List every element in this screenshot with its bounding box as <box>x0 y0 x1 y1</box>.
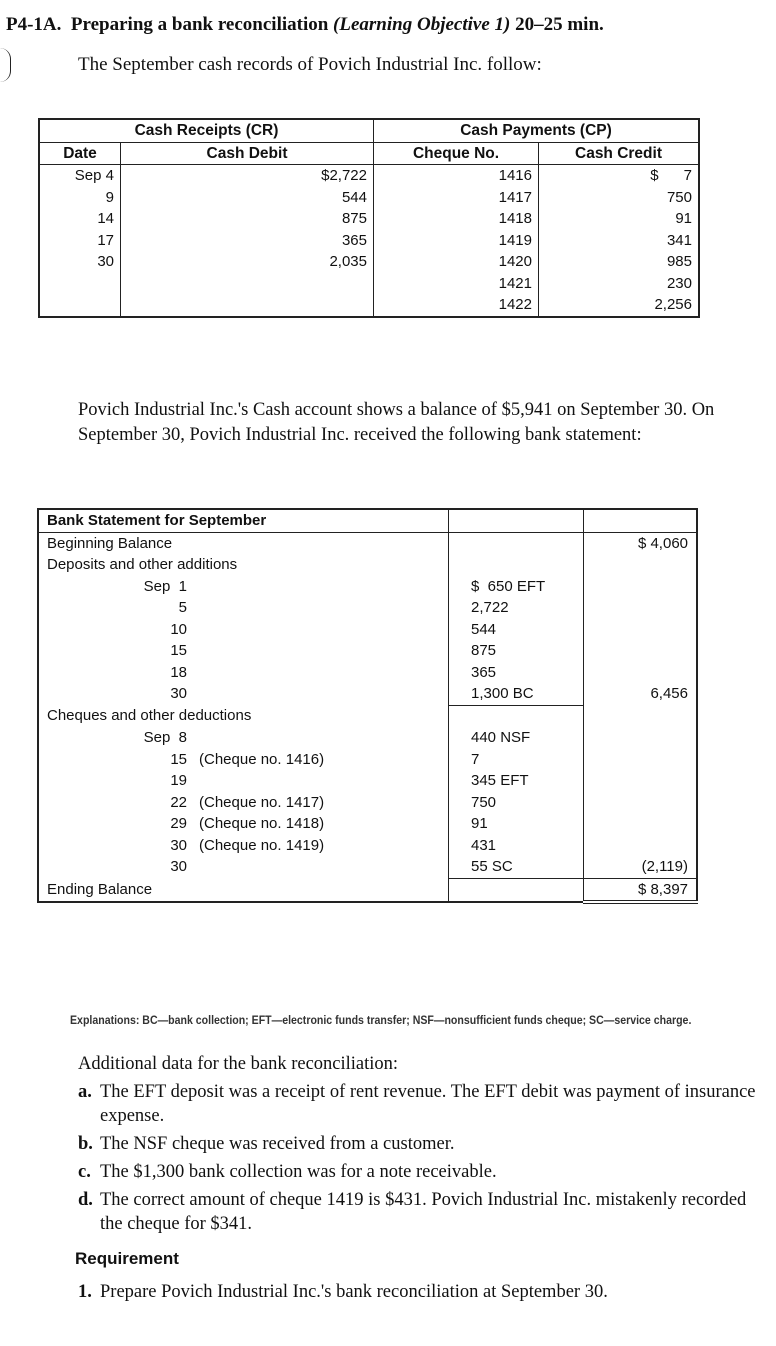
day-cell: 5 <box>178 599 187 616</box>
balance-paragraph: Povich Industrial Inc.'s Cash account shows a balance of $5,941 on September 30. On September 30, Povich Industrial Inc. received the following bank statement: <box>78 400 715 445</box>
cash-debit-header: Cash Debit <box>121 142 374 165</box>
statement-row <box>38 532 697 554</box>
cash-records-table <box>38 118 700 318</box>
date-cell: 17 <box>97 231 114 249</box>
deposit-row <box>47 642 187 659</box>
cheque-no-cell: 1422 <box>374 294 539 317</box>
deduction-row <box>47 772 187 789</box>
day-cell: 30 <box>170 858 187 876</box>
intro-text: The September cash records of Povich Industrial Inc. follow: <box>78 54 542 75</box>
statement-row <box>38 619 697 641</box>
learning-objective: (Learning Objective 1) <box>333 14 511 35</box>
table-row <box>39 208 699 230</box>
label-cell <box>38 532 449 554</box>
cheque-no-cell: 1417 <box>374 187 539 209</box>
label-cell <box>38 770 449 792</box>
day-cell: Sep 8 <box>143 729 187 746</box>
cash-credit-cell: 230 <box>539 273 700 295</box>
cash-credit-cell: 985 <box>539 251 700 273</box>
label-cell <box>38 509 449 532</box>
day-cell: 30 <box>170 685 187 703</box>
time-estimate: 20–25 min. <box>515 14 604 35</box>
total-cell <box>584 619 698 641</box>
statement-title: Bank Statement for September <box>47 512 267 529</box>
cheque-no-cell: 1421 <box>374 273 539 295</box>
label-cell <box>38 705 449 727</box>
date-cell: 30 <box>97 253 114 270</box>
cheque-no-cell: 1416 <box>374 165 539 187</box>
day-cell: 29 <box>170 815 187 832</box>
label-cell <box>38 662 449 684</box>
statement-row <box>38 554 697 576</box>
deduction-row <box>47 794 324 811</box>
amount-cell: 365 <box>449 662 584 684</box>
statement-row <box>38 597 697 619</box>
deduction-row <box>47 837 324 854</box>
statement-row <box>38 576 697 598</box>
amount-cell: 440 NSF <box>449 727 584 749</box>
requirement-item <box>78 1280 768 1304</box>
amount-cell: 91 <box>449 813 584 835</box>
item-text: The EFT deposit was a receipt of rent revenue. The EFT debit was payment of insurance expense. <box>100 1082 756 1126</box>
statement-row <box>38 727 697 749</box>
statement-row <box>38 683 697 705</box>
requirement-label: 1. <box>78 1282 92 1302</box>
additional-item <box>78 1080 768 1128</box>
cash-credit-cell: 750 <box>539 187 700 209</box>
item-text: The $1,300 bank collection was for a note receivable. <box>100 1162 497 1182</box>
deduction-row <box>47 858 187 875</box>
amount-cell <box>449 705 584 727</box>
additional-heading: Additional data for the bank reconciliation: <box>78 1054 399 1074</box>
ending-balance-label: Ending Balance <box>47 880 153 898</box>
day-cell: 15 <box>170 750 187 768</box>
total-cell <box>584 597 698 619</box>
total-cell: 6,456 <box>584 683 698 705</box>
cheque-no-cell: 1419 <box>374 230 539 252</box>
cash-credit-cell: 2,256 <box>539 294 700 317</box>
description-cell: (Cheque no. 1419) <box>199 836 325 854</box>
amount-cell <box>449 878 584 902</box>
label-cell <box>38 683 449 705</box>
item-label: c. <box>78 1162 91 1182</box>
cash-debit-cell: 544 <box>121 187 374 209</box>
amount-cell <box>449 532 584 554</box>
total-cell: $ 8,397 <box>584 878 698 902</box>
statement-row <box>38 878 697 902</box>
total-cell <box>584 509 698 532</box>
day-cell: 18 <box>170 663 187 681</box>
problem-heading: Preparing a bank reconciliation <box>70 14 329 35</box>
day-cell: 19 <box>170 772 187 789</box>
label-cell <box>38 597 449 619</box>
cash-debit-cell: 875 <box>121 208 374 230</box>
amount-cell: 1,300 BC <box>449 683 584 705</box>
problem-code: P4-1A. <box>6 14 62 35</box>
statement-row <box>38 856 697 878</box>
beginning-balance-label: Beginning Balance <box>47 534 173 552</box>
deposit-row <box>47 685 187 702</box>
amount-cell <box>449 509 584 532</box>
amount-cell: 55 SC <box>449 856 584 878</box>
statement-row <box>38 509 697 532</box>
amount-cell: 750 <box>449 792 584 814</box>
total-cell <box>584 554 698 576</box>
total-cell <box>584 640 698 662</box>
label-cell <box>38 554 449 576</box>
margin-bracket <box>0 48 11 82</box>
date-cell: Sep 4 <box>74 167 114 184</box>
date-cell <box>39 294 121 317</box>
day-cell: 30 <box>170 836 187 854</box>
cash-credit-cell: 341 <box>539 230 700 252</box>
additional-item <box>78 1188 768 1236</box>
statement-row <box>38 835 697 857</box>
additional-item <box>78 1160 768 1184</box>
cash-debit-cell: 2,035 <box>121 251 374 273</box>
cash-debit-cell <box>121 273 374 295</box>
cheque-no-cell: 1418 <box>374 208 539 230</box>
statement-row <box>38 792 697 814</box>
description-cell: (Cheque no. 1417) <box>199 793 325 811</box>
total-cell <box>584 705 698 727</box>
bottom-section <box>75 1052 768 1304</box>
requirement-text: Prepare Povich Industrial Inc.'s bank reconciliation at September 30. <box>100 1282 608 1302</box>
day-cell: 15 <box>170 642 187 659</box>
label-cell <box>38 749 449 771</box>
date-cell: 14 <box>97 210 114 227</box>
table-row <box>39 230 699 252</box>
amount-cell: 345 EFT <box>449 770 584 792</box>
receipts-group-header: Cash Receipts (CR) <box>134 122 279 139</box>
additional-item <box>78 1132 768 1156</box>
statement-row <box>38 770 697 792</box>
day-cell: Sep 1 <box>143 577 187 595</box>
label-cell <box>38 640 449 662</box>
cash-credit-cell: 91 <box>539 208 700 230</box>
deposit-row <box>47 599 187 616</box>
amount-cell: 7 <box>449 749 584 771</box>
statement-row <box>38 813 697 835</box>
label-cell <box>38 813 449 835</box>
total-cell: $ 4,060 <box>584 532 698 554</box>
statement-row <box>38 749 697 771</box>
item-label: b. <box>78 1134 93 1154</box>
deposits-label: Deposits and other additions <box>47 556 238 573</box>
amount-cell: 431 <box>449 835 584 857</box>
amount-cell <box>449 554 584 576</box>
description-cell: (Cheque no. 1418) <box>199 815 325 832</box>
label-cell <box>38 856 449 878</box>
total-cell <box>584 792 698 814</box>
label-cell <box>38 878 449 902</box>
deductions-label: Cheques and other deductions <box>47 707 252 725</box>
deposit-row <box>47 621 187 638</box>
total-cell <box>584 576 698 598</box>
table-row <box>39 251 699 273</box>
explanations-note: Explanations: BC—bank collection; EFT—electronic funds transfer; NSF—nonsufficient funds cheque; SC—service charge. <box>70 1015 692 1027</box>
amount-cell: 544 <box>449 619 584 641</box>
label-cell <box>38 792 449 814</box>
deduction-row <box>47 815 324 832</box>
cash-debit-cell: 365 <box>121 230 374 252</box>
item-label: d. <box>78 1190 93 1210</box>
total-cell <box>584 770 698 792</box>
table-row <box>39 187 699 209</box>
problem-title <box>6 14 604 36</box>
item-text: The NSF cheque was received from a customer. <box>100 1134 455 1154</box>
bank-statement-table <box>37 508 698 904</box>
total-cell <box>584 835 698 857</box>
item-text: The correct amount of cheque 1419 is $431. Povich Industrial Inc. mistakenly recorded the cheque for $341. <box>100 1190 747 1234</box>
requirement-heading: Requirement <box>75 1249 179 1268</box>
label-cell <box>38 727 449 749</box>
amount-cell: 875 <box>449 640 584 662</box>
table-row <box>39 165 699 187</box>
payments-group-header: Cash Payments (CP) <box>374 119 700 142</box>
deposit-row <box>47 664 187 681</box>
date-header: Date <box>63 144 97 162</box>
total-cell <box>584 749 698 771</box>
cheque-no-header: Cheque No. <box>374 142 539 165</box>
cash-debit-cell <box>121 294 374 317</box>
additional-data <box>78 1052 768 1236</box>
amount-cell: $ 650 EFT <box>449 576 584 598</box>
date-cell <box>39 273 121 295</box>
table-row <box>39 273 699 295</box>
table-row <box>39 294 699 317</box>
cash-debit-cell: $2,722 <box>121 165 374 187</box>
date-cell: 9 <box>105 188 114 206</box>
total-cell <box>584 813 698 835</box>
deduction-row <box>47 729 187 746</box>
label-cell <box>38 576 449 598</box>
deposit-row <box>47 578 187 595</box>
description-cell: (Cheque no. 1416) <box>199 750 325 768</box>
cheque-no-cell: 1420 <box>374 251 539 273</box>
amount-cell: 2,722 <box>449 597 584 619</box>
total-cell: (2,119) <box>584 856 698 878</box>
cash-credit-cell: $ 7 <box>539 165 700 187</box>
day-cell: 10 <box>170 620 187 638</box>
cash-credit-header: Cash Credit <box>539 142 700 165</box>
statement-row <box>38 640 697 662</box>
total-cell <box>584 662 698 684</box>
statement-row <box>38 705 697 727</box>
item-label: a. <box>78 1082 92 1102</box>
deduction-row <box>47 751 324 768</box>
label-cell <box>38 835 449 857</box>
label-cell <box>38 619 449 641</box>
statement-row <box>38 662 697 684</box>
total-cell <box>584 727 698 749</box>
day-cell: 22 <box>170 793 187 811</box>
